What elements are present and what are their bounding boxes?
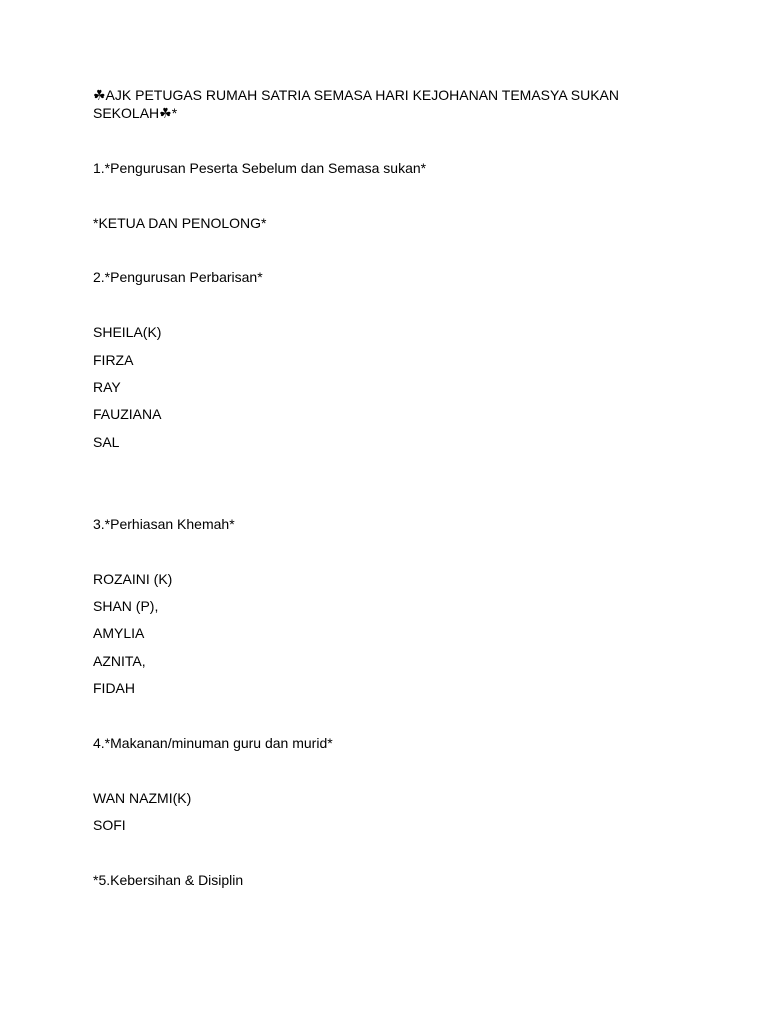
section-2-heading: 2.*Pengurusan Perbarisan* — [93, 269, 263, 285]
section-3-heading: 3.*Perhiasan Khemah* — [93, 516, 235, 532]
document-title: ☘AJK PETUGAS RUMAH SATRIA SEMASA HARI KEJOHANAN TEMASYA SUKAN SEKOLAH☘* — [93, 87, 620, 121]
section-4-member: SOFI — [93, 817, 126, 833]
section-1-note: *KETUA DAN PENOLONG* — [93, 215, 267, 231]
section-4-heading: 4.*Makanan/minuman guru dan murid* — [93, 735, 333, 751]
section-2-member: FAUZIANA — [93, 406, 162, 422]
section-3-member: AMYLIA — [93, 625, 145, 641]
section-2-member: RAY — [93, 379, 121, 395]
section-2-member: SAL — [93, 434, 120, 450]
section-4-member: WAN NAZMI(K) — [93, 790, 192, 806]
section-3-member: ROZAINI (K) — [93, 571, 173, 587]
section-2-member: FIRZA — [93, 352, 134, 368]
section-3-member: SHAN (P), — [93, 598, 159, 614]
section-3-member: AZNITA, — [93, 653, 146, 669]
section-3-member: FIDAH — [93, 680, 135, 696]
section-5-heading: *5.Kebersihan & Disiplin — [93, 872, 244, 888]
section-2-member: SHEILA(K) — [93, 324, 162, 340]
section-1-heading: 1.*Pengurusan Peserta Sebelum dan Semasa sukan* — [93, 160, 427, 176]
